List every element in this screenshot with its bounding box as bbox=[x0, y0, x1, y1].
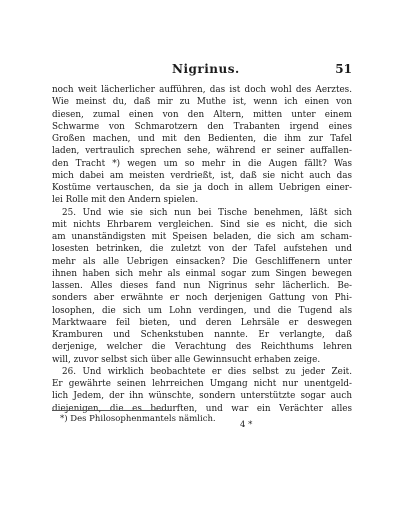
text-line: will, zuvor selbst sich über alle Gewinnsucht erhaben zeige. bbox=[52, 354, 321, 365]
text-line: Er gewährte seinen lehrreichen Umgang nicht nur unentgeld- bbox=[52, 379, 352, 389]
text-line: Marktwaare feil bieten, und deren Lehrsäle er deswegen bbox=[52, 317, 352, 328]
text-line: Großen machen, und mit den Bedienten, die ihm zur Tafel bbox=[52, 134, 352, 144]
text-line: Schwarme von Schmarotzern den Trabanten irgend eines bbox=[52, 121, 352, 132]
text-line: am unanständigsten mit Speisen beladen, die sich am scham- bbox=[52, 232, 352, 242]
body-text bbox=[52, 84, 352, 415]
text-line: mit nichts Ehrbarem vergleichen. Sind sie es nicht, die sich bbox=[52, 219, 352, 230]
text-line: diesen, zumal einen von den Altern, mitten unter einem bbox=[52, 109, 352, 120]
text-line: losophen, die sich um Lohn verdingen, und die Tugend als bbox=[52, 305, 352, 316]
page-number: 51 bbox=[335, 62, 352, 76]
text-line: lei Rolle mit den Andern spielen. bbox=[52, 195, 199, 206]
running-title: Nigrinus. bbox=[172, 62, 240, 76]
paragraph-start-line: 26. Und wirklich beobachtete er dies selbst zu jeder Zeit. bbox=[62, 366, 352, 377]
signature-mark: 4 * bbox=[240, 420, 253, 430]
text-line: losesten betrinken, die zuletzt von der Tafel aufstehen und bbox=[52, 244, 352, 255]
text-line: lich Jedem, der ihn wünschte, sondern unterstützte sogar auch bbox=[52, 391, 352, 402]
text-line: laden, vertraulich sprechen sehe, während er seiner auffallen- bbox=[52, 146, 352, 157]
text-line: mich dabei am meisten verdrießt, ist, daß sie nicht auch das bbox=[52, 170, 352, 181]
text-line: Wie meinst du, daß mir zu Muthe ist, wenn ich einen von bbox=[52, 97, 352, 108]
footnote: *) Des Philosophenmantels nämlich. bbox=[60, 414, 216, 424]
text-line: lassen. Alles dieses fand nun Nigrinus sehr lächerlich. Be- bbox=[52, 281, 352, 291]
footnote-divider bbox=[52, 410, 172, 411]
text-line: ihnen haben sich mehr als einmal sogar zum Singen bewegen bbox=[52, 268, 352, 279]
text-line: derjenige, welcher die Verachtung des Reichthums lehren bbox=[52, 342, 352, 353]
page-header bbox=[52, 62, 352, 80]
text-line: Kramburen und Schenkstuben nannte. Er verlangte, daß bbox=[52, 330, 352, 340]
text-line: sonders aber erwähnte er noch derjenigen Gattung von Phi- bbox=[52, 293, 352, 304]
text-line: diejenigen, die es bedurften, und war ein Verächter alles bbox=[52, 403, 352, 414]
text-line: Kostüme vertauschen, da sie ja doch in allem Uebrigen einer- bbox=[52, 183, 352, 193]
text-line: mehr als alle Uebrigen einsacken? Die Geschliffenern unter bbox=[52, 256, 352, 267]
text-line: den Tracht *) wegen um so mehr in die Augen fällt? Was bbox=[52, 158, 352, 169]
text-line: noch weit lächerlicher aufführen, das ist doch wohl des Aerztes. bbox=[52, 85, 352, 95]
paragraph-start-line: 25. Und wie sie sich nun bei Tische benehmen, läßt sich bbox=[62, 207, 352, 218]
